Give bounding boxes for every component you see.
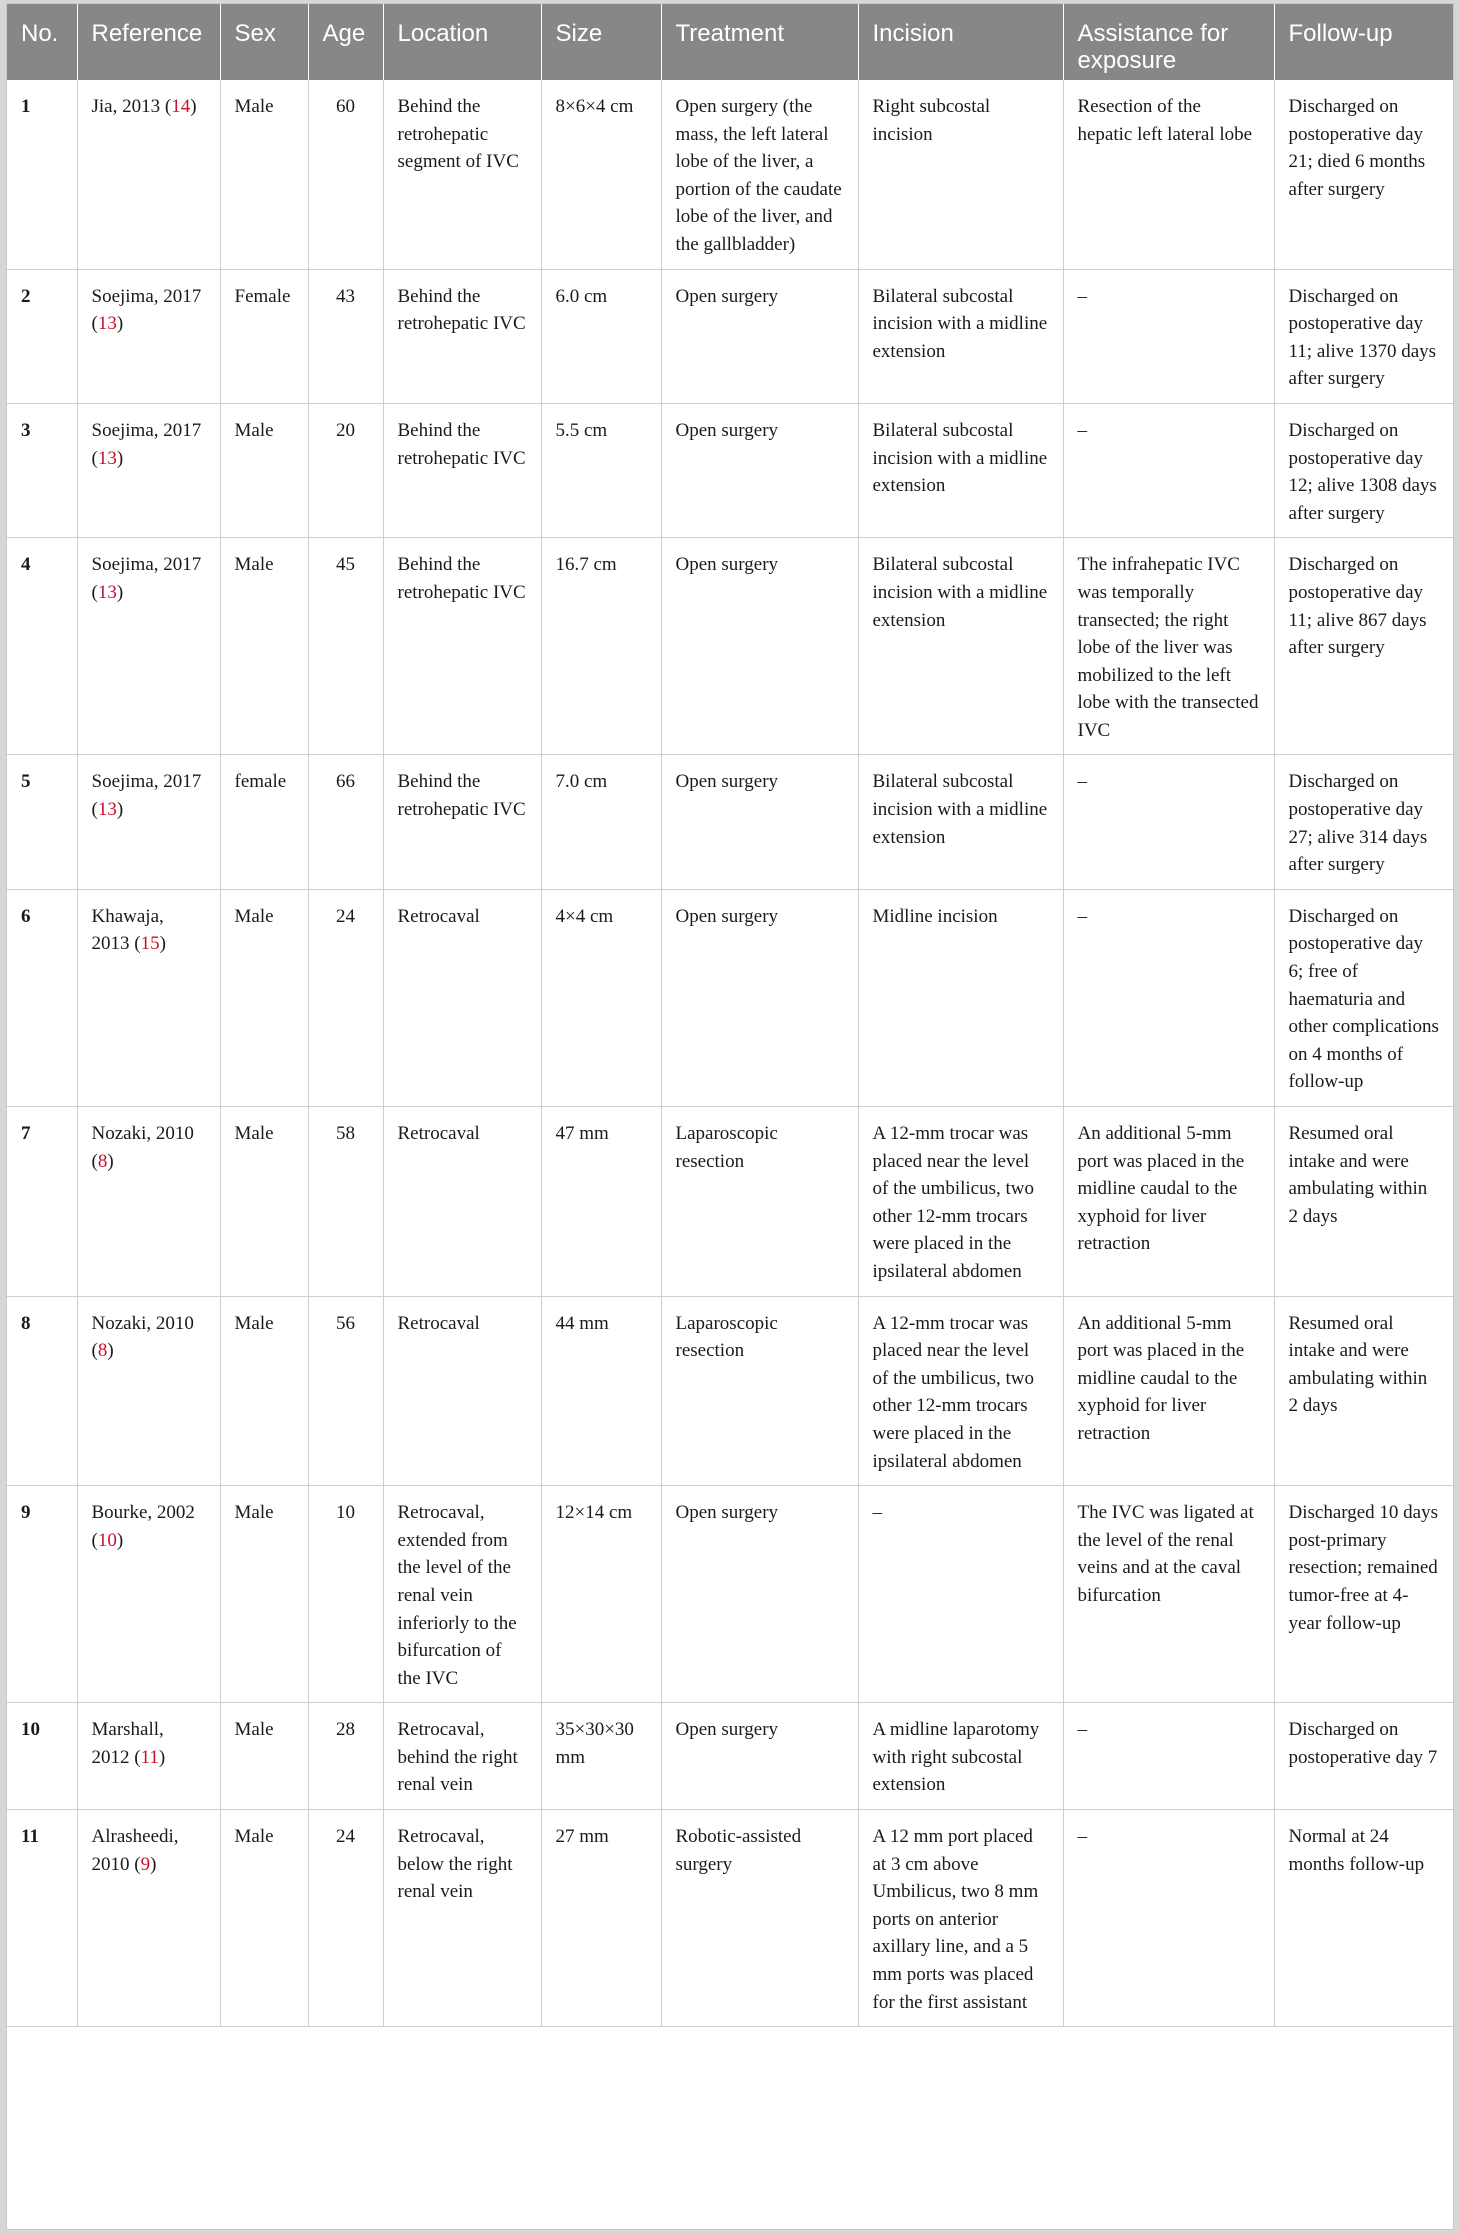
cell-size: 5.5 cm — [541, 403, 661, 537]
cell-location: Behind the retrohepatic segment of IVC — [383, 80, 541, 269]
cell-assistance: – — [1063, 1703, 1274, 1810]
cell-reference: Alrasheedi, 2010 (9) — [77, 1810, 220, 2027]
cell-location: Retrocaval, behind the right renal vein — [383, 1703, 541, 1810]
cell-incision: Midline incision — [858, 889, 1063, 1106]
cell-treatment: Laparoscopic resection — [661, 1107, 858, 1297]
cell-age: 24 — [308, 889, 383, 1106]
cell-followup: Discharged on postoperative day 21; died 6 months after surgery — [1274, 80, 1454, 269]
reference-author: Bourke, 2002 — [91, 1502, 195, 1524]
cell-size: 6.0 cm — [541, 269, 661, 403]
cell-followup: Discharged on postoperative day 12; alive 1308 days after surgery — [1274, 403, 1454, 537]
header-reference: Reference — [77, 4, 220, 80]
reference-author: Alrasheedi, 2010 — [91, 1826, 179, 1875]
reference-link[interactable]: 11 — [140, 1746, 159, 1768]
cell-sex: Male — [220, 1107, 308, 1297]
cell-incision: – — [858, 1486, 1063, 1703]
table-row — [7, 80, 1454, 269]
cell-location: Behind the retrohepatic IVC — [383, 538, 541, 755]
table-row — [7, 538, 1454, 755]
cell-sex: Male — [220, 889, 308, 1106]
reference-link[interactable]: 13 — [97, 581, 117, 603]
cell-incision: Bilateral subcostal incision with a midline extension — [858, 269, 1063, 403]
case-table — [7, 4, 1454, 2027]
cell-treatment: Open surgery — [661, 269, 858, 403]
cell-assistance: – — [1063, 269, 1274, 403]
cell-assistance: – — [1063, 889, 1274, 1106]
cell-reference: Marshall, 2012 (11) — [77, 1703, 220, 1810]
cell-incision: A midline laparotomy with right subcostal extension — [858, 1703, 1063, 1810]
reference-link[interactable]: 13 — [97, 313, 117, 335]
header-age: Age — [308, 4, 383, 80]
cell-treatment: Robotic-assisted surgery — [661, 1810, 858, 2027]
cell-location: Retrocaval, below the right renal vein — [383, 1810, 541, 2027]
table-figure — [6, 3, 1454, 2230]
cell-reference: Soejima, 2017 (13) — [77, 269, 220, 403]
reference-link[interactable]: 15 — [140, 933, 160, 955]
cell-no: 8 — [7, 1296, 77, 1486]
header-no: No. — [7, 4, 77, 80]
cell-size: 12×14 cm — [541, 1486, 661, 1703]
reference-author: Soejima, 2017 — [91, 285, 202, 307]
cell-followup: Resumed oral intake and were ambulating within 2 days — [1274, 1107, 1454, 1297]
reference-author: Nozaki, 2010 — [91, 1312, 194, 1334]
cell-age: 45 — [308, 538, 383, 755]
cell-incision: A 12-mm trocar was placed near the level of the umbilicus, two other 12-mm trocars were placed in the ipsilateral abdomen — [858, 1107, 1063, 1297]
cell-reference: Khawaja, 2013 (15) — [77, 889, 220, 1106]
cell-followup: Discharged on postoperative day 6; free of haematuria and other complications on 4 months of follow-up — [1274, 889, 1454, 1106]
cell-sex: female — [220, 755, 308, 889]
reference-link[interactable]: 13 — [97, 799, 117, 821]
cell-incision: A 12 mm port placed at 3 cm above Umbilicus, two 8 mm ports on anterior axillary line, and a 5 mm ports was placed for the first assistant — [858, 1810, 1063, 2027]
cell-assistance: An additional 5-mm port was placed in the midline caudal to the xyphoid for liver retraction — [1063, 1296, 1274, 1486]
cell-assistance: – — [1063, 755, 1274, 889]
cell-location: Behind the retrohepatic IVC — [383, 403, 541, 537]
table-row — [7, 755, 1454, 889]
cell-reference: Bourke, 2002 (10) — [77, 1486, 220, 1703]
table-row — [7, 403, 1454, 537]
cell-size: 44 mm — [541, 1296, 661, 1486]
reference-author: Soejima, 2017 — [91, 771, 202, 793]
cell-location: Retrocaval — [383, 1296, 541, 1486]
cell-size: 35×30×30 mm — [541, 1703, 661, 1810]
cell-assistance: Resection of the hepatic left lateral lobe — [1063, 80, 1274, 269]
header-sex: Sex — [220, 4, 308, 80]
cell-location: Behind the retrohepatic IVC — [383, 269, 541, 403]
reference-link[interactable]: 9 — [140, 1853, 151, 1875]
header-followup: Follow-up — [1274, 4, 1454, 80]
cell-age: 20 — [308, 403, 383, 537]
cell-age: 66 — [308, 755, 383, 889]
reference-link[interactable]: 8 — [97, 1340, 108, 1362]
cell-treatment: Open surgery — [661, 1486, 858, 1703]
reference-link[interactable]: 13 — [97, 447, 117, 469]
cell-followup: Normal at 24 months follow-up — [1274, 1810, 1454, 2027]
cell-age: 43 — [308, 269, 383, 403]
cell-no: 7 — [7, 1107, 77, 1297]
header-incision: Incision — [858, 4, 1063, 80]
header-size: Size — [541, 4, 661, 80]
cell-sex: Male — [220, 1296, 308, 1486]
cell-no: 6 — [7, 889, 77, 1106]
cell-sex: Male — [220, 1810, 308, 2027]
header-assistance: Assistance for exposure — [1063, 4, 1274, 80]
cell-age: 58 — [308, 1107, 383, 1297]
table-row — [7, 889, 1454, 1106]
reference-link[interactable]: 14 — [171, 96, 191, 117]
cell-age: 60 — [308, 80, 383, 269]
cell-size: 47 mm — [541, 1107, 661, 1297]
cell-followup: Discharged on postoperative day 27; alive 314 days after surgery — [1274, 755, 1454, 889]
cell-incision: Bilateral subcostal incision with a midline extension — [858, 403, 1063, 537]
cell-incision: A 12-mm trocar was placed near the level of the umbilicus, two other 12-mm trocars were placed in the ipsilateral abdomen — [858, 1296, 1063, 1486]
cell-sex: Male — [220, 1486, 308, 1703]
cell-incision: Bilateral subcostal incision with a midline extension — [858, 755, 1063, 889]
cell-reference: Soejima, 2017 (13) — [77, 403, 220, 537]
cell-treatment: Laparoscopic resection — [661, 1296, 858, 1486]
reference-author: Soejima, 2017 — [91, 419, 202, 441]
cell-assistance: The infrahepatic IVC was temporally transected; the right lobe of the liver was mobilized to the left lobe with the transected IVC — [1063, 538, 1274, 755]
table-row — [7, 1296, 1454, 1486]
cell-location: Retrocaval — [383, 1107, 541, 1297]
cell-size: 7.0 cm — [541, 755, 661, 889]
cell-reference: Nozaki, 2010 (8) — [77, 1296, 220, 1486]
reference-link[interactable]: 8 — [97, 1150, 108, 1172]
cell-sex: Male — [220, 538, 308, 755]
cell-location: Retrocaval, extended from the level of the renal vein inferiorly to the bifurcation of the IVC — [383, 1486, 541, 1703]
reference-author: Nozaki, 2010 — [91, 1123, 194, 1144]
cell-age: 10 — [308, 1486, 383, 1703]
cell-reference: Soejima, 2017 (13) — [77, 755, 220, 889]
cell-age: 24 — [308, 1810, 383, 2027]
cell-no: 3 — [7, 403, 77, 537]
cell-no: 9 — [7, 1486, 77, 1703]
table-row — [7, 1486, 1454, 1703]
cell-reference: Soejima, 2017 (13) — [77, 538, 220, 755]
cell-reference: Jia, 2013 (14) — [77, 80, 220, 269]
cell-followup: Discharged on postoperative day 7 — [1274, 1703, 1454, 1810]
table-row — [7, 1810, 1454, 2027]
cell-no: 1 — [7, 80, 77, 269]
header-row — [7, 4, 1454, 80]
cell-followup: Discharged on postoperative day 11; alive 867 days after surgery — [1274, 538, 1454, 755]
reference-author: Marshall, 2012 — [91, 1719, 164, 1768]
cell-size: 16.7 cm — [541, 538, 661, 755]
cell-sex: Male — [220, 80, 308, 269]
cell-sex: Male — [220, 403, 308, 537]
table-row — [7, 1107, 1454, 1297]
cell-treatment: Open surgery — [661, 403, 858, 537]
cell-treatment: Open surgery (the mass, the left lateral lobe of the liver, a portion of the caudate lobe of the liver, and the gallbladder) — [661, 80, 858, 269]
cell-reference: Nozaki, 2010 (8) — [77, 1107, 220, 1297]
cell-followup: Discharged 10 days post-primary resection; remained tumor-free at 4-year follow-up — [1274, 1486, 1454, 1703]
cell-no: 2 — [7, 269, 77, 403]
cell-treatment: Open surgery — [661, 755, 858, 889]
header-location: Location — [383, 4, 541, 80]
cell-followup: Discharged on postoperative day 11; alive 1370 days after surgery — [1274, 269, 1454, 403]
cell-assistance: – — [1063, 1810, 1274, 2027]
cell-sex: Male — [220, 1703, 308, 1810]
cell-age: 28 — [308, 1703, 383, 1810]
cell-no: 5 — [7, 755, 77, 889]
cell-assistance: – — [1063, 403, 1274, 537]
cell-treatment: Open surgery — [661, 889, 858, 1106]
table-row — [7, 269, 1454, 403]
table-row — [7, 1703, 1454, 1810]
cell-age: 56 — [308, 1296, 383, 1486]
cell-no: 11 — [7, 1810, 77, 2027]
cell-sex: Female — [220, 269, 308, 403]
cell-location: Retrocaval — [383, 889, 541, 1106]
header-treatment: Treatment — [661, 4, 858, 80]
cell-assistance: The IVC was ligated at the level of the renal veins and at the caval bifurcation — [1063, 1486, 1274, 1703]
cell-no: 10 — [7, 1703, 77, 1810]
cell-incision: Right subcostal incision — [858, 80, 1063, 269]
cell-assistance: An additional 5-mm port was placed in the midline caudal to the xyphoid for liver retraction — [1063, 1107, 1274, 1297]
cell-treatment: Open surgery — [661, 1703, 858, 1810]
cell-size: 8×6×4 cm — [541, 80, 661, 269]
cell-incision: Bilateral subcostal incision with a midline extension — [858, 538, 1063, 755]
reference-author: Khawaja, 2013 — [91, 905, 164, 955]
reference-link[interactable]: 10 — [97, 1529, 117, 1551]
cell-location: Behind the retrohepatic IVC — [383, 755, 541, 889]
cell-size: 4×4 cm — [541, 889, 661, 1106]
cell-size: 27 mm — [541, 1810, 661, 2027]
reference-author: Jia, 2013 — [91, 96, 161, 117]
cell-treatment: Open surgery — [661, 538, 858, 755]
cell-no: 4 — [7, 538, 77, 755]
reference-author: Soejima, 2017 — [91, 554, 202, 576]
cell-followup: Resumed oral intake and were ambulating within 2 days — [1274, 1296, 1454, 1486]
table-body — [7, 80, 1454, 2027]
